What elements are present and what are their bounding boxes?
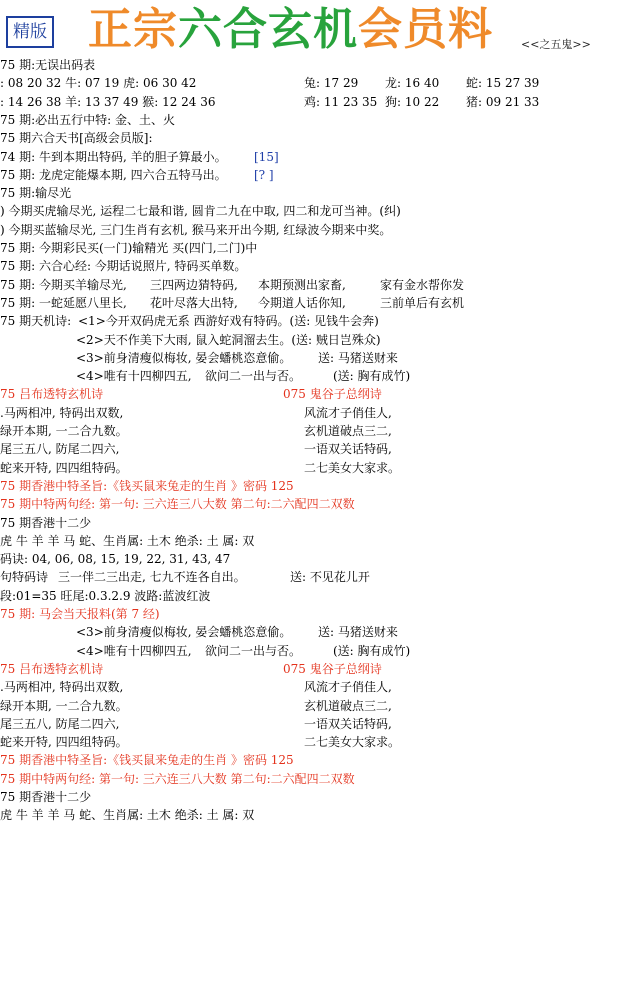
line-segment: 家有金水帮你发 bbox=[380, 277, 465, 292]
text-line bbox=[0, 699, 621, 715]
line-segment: .马两相冲, 特码出双数, bbox=[0, 405, 124, 420]
line-segment: 蛇来开特, 四四组特码。 bbox=[0, 460, 128, 475]
line-segment: 75 期香港中特圣旨:《钱买鼠来兔走的生肖 》密码 125 bbox=[0, 753, 294, 768]
line-segment: 虎 牛 羊 羊 马 蛇、生肖属: 土木 绝杀: 土 属: 双 bbox=[0, 808, 255, 823]
line-segment: 今期道人话你知, bbox=[258, 295, 346, 310]
line-segment: 欲问二一出与否。 bbox=[205, 369, 302, 384]
line-segment: 075 鬼谷子总纲诗 bbox=[283, 661, 382, 676]
line-segment: 075 鬼谷子总纲诗 bbox=[283, 387, 382, 402]
line-segment: 蛇来开特, 四四组特码。 bbox=[0, 735, 128, 750]
line-segment: 欲问二一出与否。 bbox=[205, 643, 302, 658]
line-segment: 75 期: 一蛇延愿八里长, bbox=[0, 295, 127, 310]
text-line bbox=[0, 717, 621, 733]
line-segment: 尾三五八, 防尾二四六, bbox=[0, 442, 120, 457]
text-line bbox=[0, 424, 621, 440]
line-segment: <1>今开双码虎无系 西游好戏有特码。(送: 见钱牛会奔) bbox=[78, 314, 379, 329]
text-line bbox=[0, 241, 621, 257]
line-segment: 一语双关话特码, bbox=[304, 716, 392, 731]
line-segment: 75 吕布透特玄机诗 bbox=[0, 387, 104, 402]
line-segment: ) 今期买虎输尽光, 运程二七最和谐, 圆肯二九在中取, 四二和龙可当神。(纠) bbox=[0, 204, 401, 219]
text-line bbox=[0, 113, 621, 129]
line-segment: 玄机道破点三二, bbox=[304, 698, 392, 713]
line-segment: 74 期: 牛到本期出特码, 羊的胆子算最小。 bbox=[0, 149, 227, 164]
line-segment: 尾三五八, 防尾二四六, bbox=[0, 716, 120, 731]
line-segment: (送: 胸有成竹) bbox=[333, 643, 411, 658]
line-segment: <4>唯有十四柳四五, bbox=[76, 369, 192, 384]
edition-badge: 精版 bbox=[6, 16, 54, 48]
title-char: 正 bbox=[88, 4, 133, 55]
text-line bbox=[0, 442, 621, 458]
text-line bbox=[0, 369, 621, 385]
line-segment: 75 期: 马会当天报料(第 7 经) bbox=[0, 607, 160, 621]
line-segment: 75 期香港十二少 bbox=[0, 790, 92, 804]
text-line bbox=[0, 808, 621, 824]
text-line bbox=[0, 607, 621, 623]
line-segment: 兔: 17 29 bbox=[304, 76, 359, 91]
text-line bbox=[0, 168, 621, 184]
line-segment: 75 期:必出五行中特: 金、土、火 bbox=[0, 112, 175, 127]
line-segment: 二七美女大家求。 bbox=[304, 735, 401, 750]
line-segment: 绿开本期, 一二合九数。 bbox=[0, 698, 128, 713]
title-char: 员 bbox=[403, 4, 448, 55]
title-char: 料 bbox=[448, 4, 493, 55]
page-subtitle: <<之五鬼>> bbox=[521, 38, 591, 51]
line-segment: 句特码诗 bbox=[0, 570, 49, 585]
line-segment: : 14 26 38 羊: 13 37 49 猴: 12 24 36 bbox=[0, 94, 216, 109]
page-title bbox=[88, 4, 493, 56]
line-segment: 75 期六合天书[高级会员版]: bbox=[0, 131, 153, 146]
line-segment: 三前单后有玄机 bbox=[380, 295, 465, 310]
line-segment: 75 期:输尽光 bbox=[0, 186, 72, 201]
text-line bbox=[0, 753, 621, 769]
text-line bbox=[0, 570, 621, 586]
line-segment: 75 期香港十二少 bbox=[0, 515, 92, 530]
text-line bbox=[0, 95, 621, 111]
line-segment: 三一伴二三出走, 七九不连各自出。 bbox=[58, 570, 246, 585]
text-line bbox=[0, 589, 621, 605]
text-line bbox=[0, 680, 621, 696]
text-line bbox=[0, 131, 621, 147]
text-line bbox=[0, 223, 621, 239]
text-line bbox=[0, 58, 621, 74]
line-segment: <3>前身清瘦似梅妆, 晏会蟠桃恣意偷。 bbox=[76, 625, 292, 640]
text-line bbox=[0, 534, 621, 550]
line-segment: ) 今期买蓝输尽光, 三门生肖有玄机, 猴马来开出今期, 红绿波今期来中奖。 bbox=[0, 222, 392, 237]
line-segment: 虎 牛 羊 羊 马 蛇、生肖属: 土木 绝杀: 土 属: 双 bbox=[0, 533, 255, 548]
line-segment: <2>天不作美下大雨, 鼠入蛇洞溜去生。(送: 贼日岂殊众) bbox=[76, 332, 381, 347]
line-segment: 75 期中特两句经: 第一句: 三六连三八大数 第二句:二六配四二双数 bbox=[0, 497, 355, 512]
line-segment: 风流才子俏佳人, bbox=[304, 680, 392, 695]
text-line bbox=[0, 552, 621, 568]
line-segment: 75 期: 六合心经: 今期话说照片, 特码买单数。 bbox=[0, 259, 247, 274]
line-segment: 花叶尽落大出特, bbox=[150, 295, 238, 310]
text-line bbox=[0, 479, 621, 495]
text-line bbox=[0, 406, 621, 422]
line-segment: 送: 马猪送财来 bbox=[318, 350, 398, 365]
title-char: 六 bbox=[178, 4, 223, 55]
line-segment: (送: 胸有成竹) bbox=[333, 369, 411, 384]
text-line bbox=[0, 497, 621, 513]
line-segment: [? ] bbox=[254, 167, 274, 182]
title-char: 会 bbox=[358, 4, 403, 55]
line-segment: 二七美女大家求。 bbox=[304, 460, 401, 475]
title-char: 宗 bbox=[133, 4, 178, 55]
line-segment: .马两相冲, 特码出双数, bbox=[0, 680, 124, 695]
line-segment: 狗: 10 22 bbox=[385, 94, 440, 109]
text-line bbox=[0, 204, 621, 220]
line-segment: 绿开本期, 一二合九数。 bbox=[0, 424, 128, 438]
line-segment: 一语双关话特码, bbox=[304, 442, 392, 457]
line-segment: 玄机道破点三二, bbox=[304, 424, 392, 438]
text-line bbox=[0, 387, 621, 403]
line-segment: <3>前身清瘦似梅妆, 晏会蟠桃恣意偷。 bbox=[76, 350, 292, 365]
line-segment: 75 期中特两句经: 第一句: 三六连三八大数 第二句:二六配四二双数 bbox=[0, 771, 355, 786]
line-segment: 三四两边猜特码, bbox=[150, 277, 238, 292]
line-segment: 75 期:无误出码表 bbox=[0, 58, 96, 72]
line-segment: 蛇: 15 27 39 bbox=[466, 76, 540, 91]
line-segment: 75 期: 龙虎定能爆本期, 四六合五特马出。 bbox=[0, 167, 227, 182]
line-segment: 风流才子俏佳人, bbox=[304, 405, 392, 420]
text-line bbox=[0, 625, 621, 641]
text-line bbox=[0, 278, 621, 294]
text-line bbox=[0, 76, 621, 92]
line-segment: : 08 20 32 牛: 07 19 虎: 06 30 42 bbox=[0, 76, 197, 91]
line-segment: 猪: 09 21 33 bbox=[466, 94, 540, 109]
text-line bbox=[0, 735, 621, 751]
text-line bbox=[0, 150, 621, 166]
line-segment: 75 期香港中特圣旨:《钱买鼠来兔走的生肖 》密码 125 bbox=[0, 478, 294, 493]
text-line bbox=[0, 296, 621, 312]
text-line bbox=[0, 516, 621, 532]
text-line bbox=[0, 662, 621, 678]
line-segment: 75 吕布透特玄机诗 bbox=[0, 661, 104, 676]
title-char: 玄 bbox=[268, 4, 313, 55]
line-segment: <4>唯有十四柳四五, bbox=[76, 643, 192, 658]
text-line bbox=[0, 351, 621, 367]
text-line bbox=[0, 186, 621, 202]
line-segment: 75 期: 今期买羊输尽光, bbox=[0, 277, 127, 292]
line-segment: 本期预测出家畜, bbox=[258, 277, 346, 292]
text-line bbox=[0, 461, 621, 477]
line-segment: 段:01=35 旺尾:0.3.2.9 波路:蓝波红波 bbox=[0, 588, 211, 603]
text-line bbox=[0, 644, 621, 660]
line-segment: 龙: 16 40 bbox=[385, 76, 440, 91]
line-segment: 75 期: 今期彩民买(一门)输精光 买(四门,二门)中 bbox=[0, 241, 258, 255]
line-segment: 码诀: 04, 06, 08, 15, 19, 22, 31, 43, 47 bbox=[0, 552, 231, 567]
text-line bbox=[0, 772, 621, 788]
title-char: 合 bbox=[223, 4, 268, 55]
title-char: 机 bbox=[313, 4, 358, 55]
text-line bbox=[0, 790, 621, 806]
line-segment: 送: 马猪送财来 bbox=[318, 625, 398, 640]
text-line bbox=[0, 259, 621, 275]
line-segment: 鸡: 11 23 35 bbox=[304, 94, 378, 109]
text-line bbox=[0, 333, 621, 349]
line-segment: 送: 不见花儿开 bbox=[290, 570, 370, 585]
text-line bbox=[0, 314, 621, 330]
line-segment: [15] bbox=[254, 149, 279, 164]
line-segment: 75 期天机诗: bbox=[0, 314, 72, 329]
